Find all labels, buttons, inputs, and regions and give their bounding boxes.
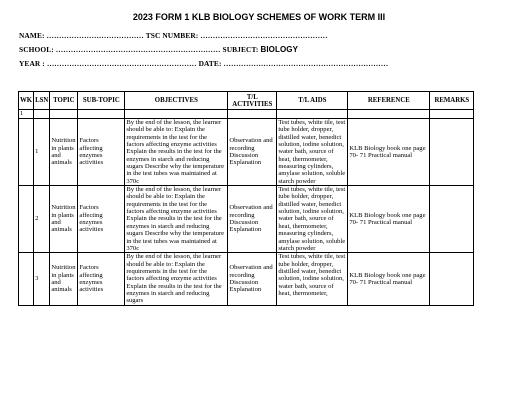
lesson-number: 3 <box>34 253 50 305</box>
school-subject-line <box>19 45 298 54</box>
aids-cell: Test tubes, white tile, test tube holder, dropper, distilled water, benedict solution, iodine solution, water bath, source of heat, thermometer, measuring cylinders, amylase solution, soluble starch powder <box>277 119 348 186</box>
remarks-cell <box>430 119 474 186</box>
school-dots: ………………………………………………………… <box>55 45 221 54</box>
col-objectives: OBJECTIVES <box>125 92 228 110</box>
subtopic-cell: Factors affecting enzymes activities <box>78 186 125 253</box>
col-reference: REFERENCE <box>348 92 430 110</box>
table-row <box>19 253 474 305</box>
col-wk: WK <box>19 92 34 110</box>
year-dots: …………………………………………………… <box>46 59 197 68</box>
name-dots: ………………………………… <box>46 31 144 40</box>
subtopic-cell: Factors affecting enzymes activities <box>78 253 125 305</box>
date-dots: ………………………………………………………… <box>223 59 389 68</box>
year-date-line <box>19 59 388 68</box>
topic-cell: Nutrition in plants and animals <box>50 119 78 186</box>
activities-cell: Observation and recording Discussion Explanation <box>228 253 277 305</box>
document-title: 2023 FORM 1 KLB BIOLOGY SCHEMES OF WORK TERM III <box>132 12 386 22</box>
reference-cell: KLB Biology book one page 70- 71 Practical manual <box>348 186 430 253</box>
reference-cell: KLB Biology book one page 70- 71 Practical manual <box>348 253 430 305</box>
week-row <box>19 110 474 119</box>
name-tsc-line <box>19 31 328 40</box>
subject-value: BIOLOGY <box>260 45 299 54</box>
aids-cell: Test tubes, white tile, test tube holder, dropper, distilled water, benedict solution, iodine solution, water bath, source of heat, thermometer, measuring cylinders, amylase solution, soluble starch powder <box>277 186 348 253</box>
topic-cell: Nutrition in plants and animals <box>50 253 78 305</box>
activities-cell: Observation and recording Discussion Explanation <box>228 186 277 253</box>
col-activities: T/L ACTIVITIES <box>228 92 277 110</box>
col-topic: TOPIC <box>50 92 78 110</box>
week-number: 1 <box>19 110 34 119</box>
year-label: YEAR : <box>19 59 45 68</box>
activities-cell: Observation and recording Discussion Explanation <box>228 119 277 186</box>
name-label: NAME: <box>19 31 45 40</box>
schemes-table <box>18 91 474 306</box>
col-aids: T/L AIDS <box>277 92 348 110</box>
lesson-number: 2 <box>34 186 50 253</box>
table-header-row <box>19 92 474 110</box>
tsc-label: TSC NUMBER: <box>145 31 199 40</box>
objectives-cell: By the end of the lesson, the learner should be able to: Explain the requirements in the test for the factors affecting enzyme activities Explain the results in the test for the enzymes in starch and reducing sugars <box>125 253 228 305</box>
col-remarks: REMARKS <box>430 92 474 110</box>
col-lsn: LSN <box>34 92 50 110</box>
remarks-cell <box>430 253 474 305</box>
subtopic-cell: Factors affecting enzymes activities <box>78 119 125 186</box>
reference-cell: KLB Biology book one page 70- 71 Practical manual <box>348 119 430 186</box>
table-row <box>19 186 474 253</box>
lesson-number: 1 <box>34 119 50 186</box>
objectives-cell: By the end of the lesson, the learner should be able to: Explain the requirements in the test for the factors affecting enzyme activities Explain the results in the test for the enzymes in starch and reducing sugars Describe why the temperature in the test tubes was maintained at 370c <box>125 186 228 253</box>
table-row <box>19 119 474 186</box>
remarks-cell <box>430 186 474 253</box>
school-label: SCHOOL: <box>19 45 54 54</box>
objectives-cell: By the end of the lesson, the learner should be able to: Explain the requirements in the test for the factors affecting enzyme activities Explain the results in the test for the enzymes in starch and reducing sugars Describe why the temperature in the test tubes was maintained at 370c <box>125 119 228 186</box>
date-label: DATE: <box>198 59 222 68</box>
subject-label: SUBJECT: <box>222 45 259 54</box>
topic-cell: Nutrition in plants and animals <box>50 186 78 253</box>
tsc-dots: …………………………………………… <box>200 31 328 40</box>
aids-cell: Test tubes, white tile, test tube holder, dropper, distilled water, benedict solution, iodine solution, water bath, source of heat, thermometer, <box>277 253 348 305</box>
col-subtopic: SUB-TOPIC <box>78 92 125 110</box>
